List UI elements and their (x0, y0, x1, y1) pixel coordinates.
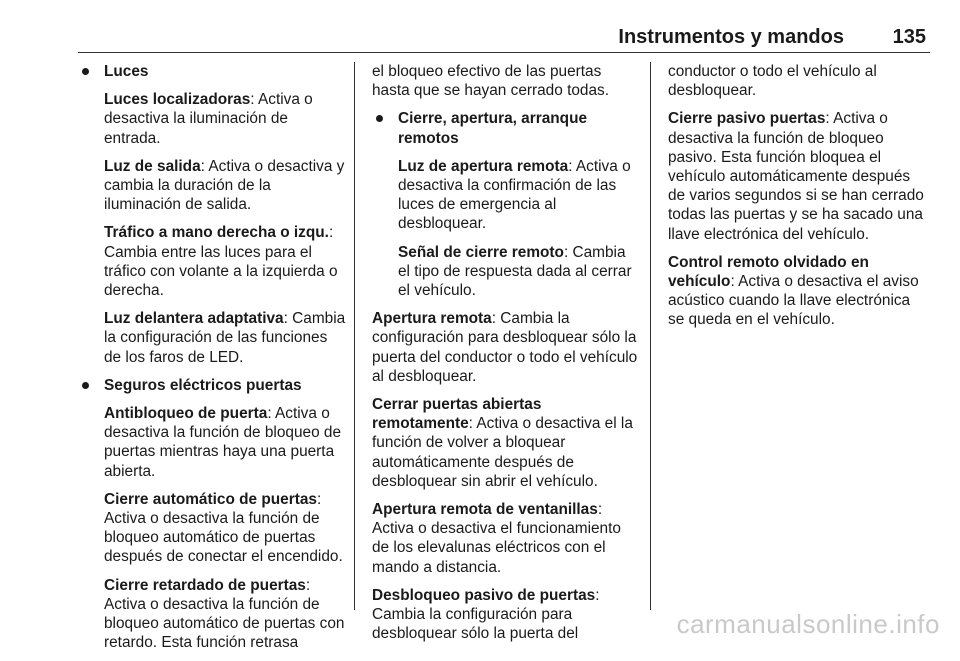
item-text: : Activa o desactiva y cambia la duración de la iluminación de salida. (104, 157, 345, 214)
item-text: : Cambia la configuración para desbloquear sólo la puerta del conductor o todo el vehículo al desbloquear. (372, 310, 638, 385)
item-cerrar-puertas-abiertas (372, 395, 640, 491)
item-term: Control remoto olvidado en vehículo (668, 253, 869, 291)
item-trafico (78, 223, 346, 300)
item-text: : Activa o desactiva la función de bloqueo de puertas mientras haya una puerta abierta. (104, 405, 342, 480)
page-number: 135 (892, 26, 926, 48)
item-term: Apertura remota (372, 310, 492, 328)
continuation-text: el bloqueo efectivo de las puertas hasta que se hayan cerrado todas. (372, 63, 610, 100)
bullet-title: Seguros eléctricos puertas (104, 376, 302, 394)
item-apertura-ventanillas (372, 500, 640, 577)
bullet-remotos (372, 109, 640, 147)
item-senal-cierre (372, 243, 640, 301)
bullet-title: Luces (104, 63, 149, 80)
section-title: Instrumentos y mandos (618, 26, 844, 48)
item-term: Cierre retardado de puertas (104, 576, 306, 594)
column-2 (372, 62, 640, 652)
item-desbloqueo-pasivo (372, 586, 640, 644)
header-rule (78, 52, 930, 53)
item-text: : Activa o desactiva el la función de volver a bloquear automáticamente después de desbloquear sin abrir el vehículo. (372, 415, 633, 490)
item-apertura-remota (372, 309, 640, 386)
column-divider-2 (650, 62, 651, 610)
item-text: : Activa o desactiva la iluminación de entrada. (104, 91, 313, 147)
item-cierre-retardado (78, 576, 346, 653)
column-3 (668, 62, 930, 339)
item-term: Cierre automático de puertas (104, 490, 317, 508)
item-luces-localizadoras (78, 90, 346, 148)
item-text: : Activa o desactiva el aviso acústico cuando la llave electrónica se queda en el vehículo. (668, 273, 919, 329)
item-term: Cierre pasivo puertas (668, 110, 826, 128)
item-term: Cerrar puertas abiertas remotamente (372, 396, 542, 433)
item-text: : Activa o desactiva la función de bloqueo automático de puertas con retardo. Esta función retrasa (104, 576, 345, 652)
item-luz-apertura-remota (372, 157, 640, 234)
item-text: : Cambia la configuración de las funciones de los faros de LED. (104, 310, 346, 366)
bullet-luces (78, 62, 346, 81)
item-antibloqueo (78, 404, 346, 481)
column-divider-1 (354, 62, 355, 610)
item-text: : Activa o desactiva el funcionamiento de los elevalunas eléctricos con el mando a distancia. (372, 501, 621, 576)
item-text: : Cambia entre las luces para el tráfico con volante a la izquierda o derecha. (104, 224, 338, 300)
item-term: Señal de cierre remoto (398, 243, 564, 261)
item-control-remoto-olvidado (668, 253, 930, 330)
item-term: Luz delantera adaptativa (104, 310, 284, 328)
bullet-title: Cierre, apertura, arranque remotos (398, 110, 588, 147)
item-term: Tráfico a mano derecha o izqu. (104, 224, 329, 242)
item-cierre-pasivo (668, 109, 930, 243)
item-term: Luz de apertura remota (398, 157, 569, 175)
item-term: Antibloqueo de puerta (104, 405, 268, 423)
item-luz-delantera (78, 309, 346, 367)
item-term: Apertura remota de ventanillas (372, 501, 598, 519)
item-text: : Cambia la configuración para desbloquear sólo la puerta del (372, 586, 600, 643)
continuation-text: conductor o todo el vehículo al desbloquear. (668, 63, 877, 100)
item-luz-de-salida (78, 157, 346, 215)
item-text: : Activa o desactiva la confirmación de las luces de emergencia al desbloquear. (398, 157, 631, 233)
item-term: Luces localizadoras (104, 91, 251, 109)
item-text: : Activa o desactiva la función de bloqueo pasivo. Esta función bloquea el vehículo automáticamente después de varios segundos si se han cerrado todas las puertas y se ha sacado una llave electrónica del vehículo. (668, 110, 924, 243)
item-term: Luz de salida (104, 157, 201, 175)
watermark: carmanualsonline.info (676, 609, 940, 639)
item-text: : Cambia el tipo de respuesta dada al cerrar el vehículo. (398, 243, 632, 300)
item-cierre-automatico (78, 490, 346, 567)
column-1 (78, 62, 346, 661)
item-text: : Activa o desactiva la función de bloqueo automático de puertas después de conectar el encendido. (104, 490, 343, 566)
bullet-seguros (78, 376, 346, 395)
page-header (78, 22, 930, 48)
item-term: Desbloqueo pasivo de puertas (372, 586, 596, 604)
